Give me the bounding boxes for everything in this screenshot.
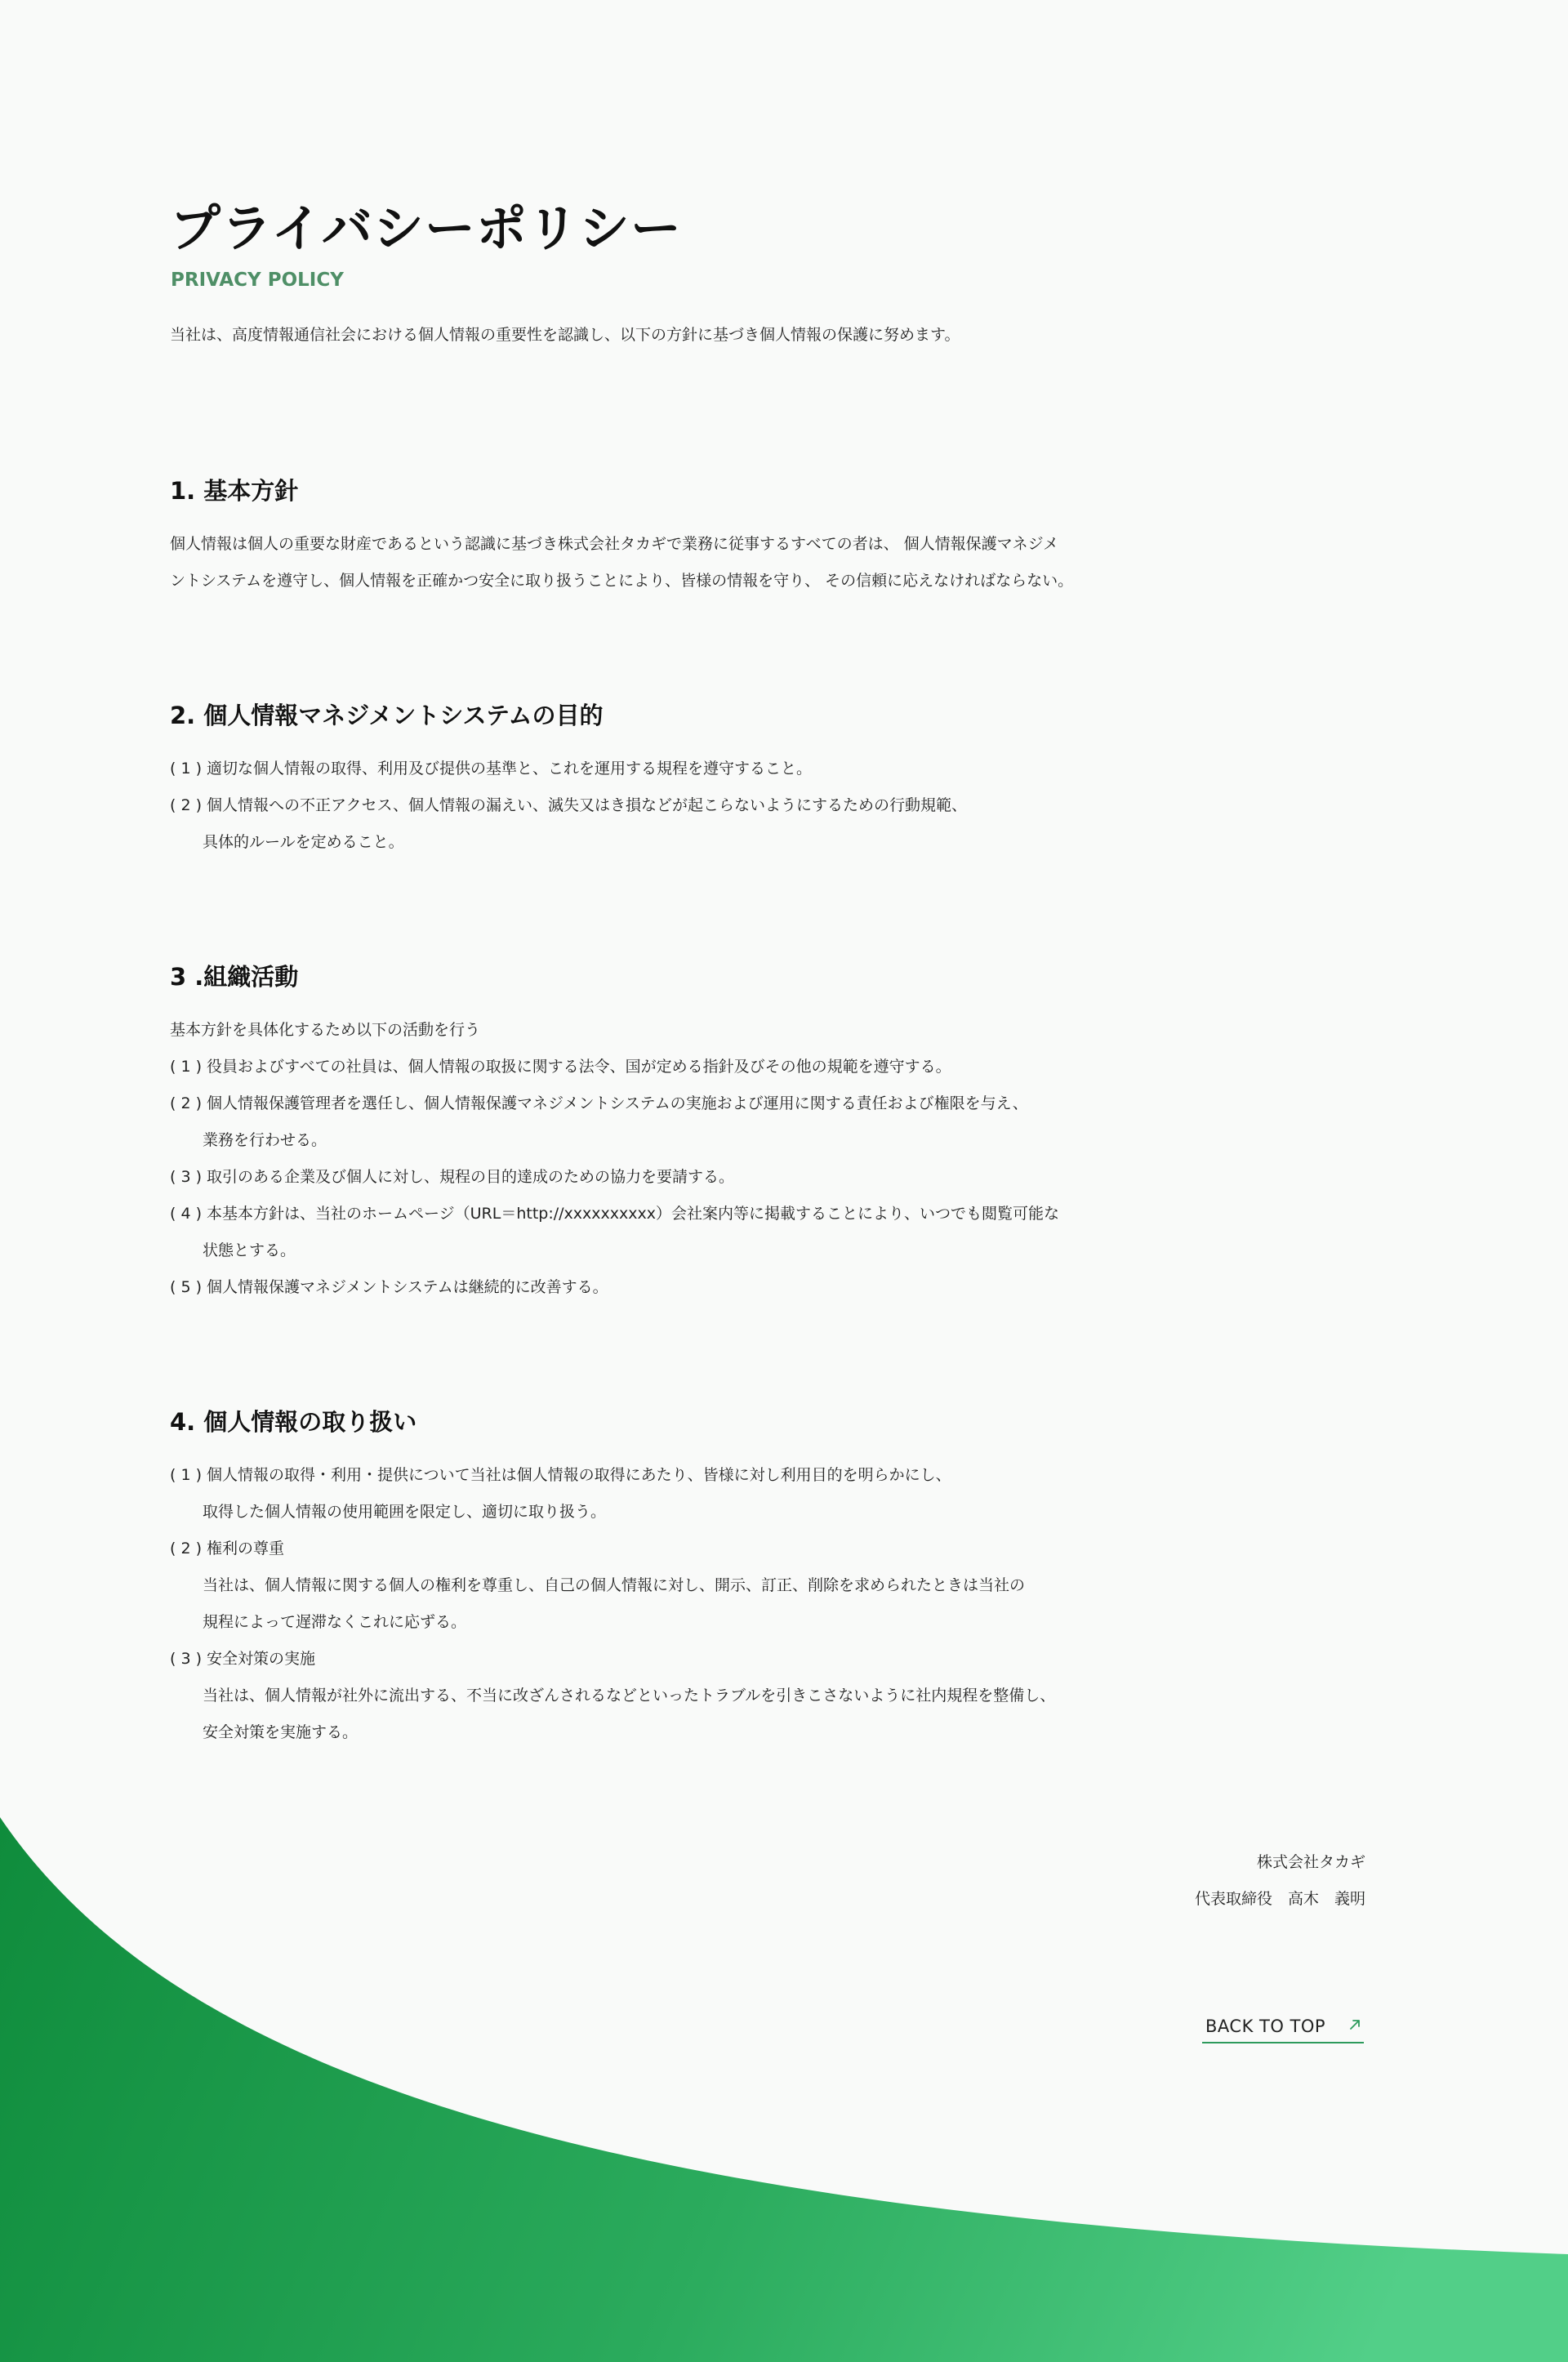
list-item: ( 3 ) 安全対策の実施 [170,1650,316,1668]
section-body [170,1012,1379,1306]
section-system-purpose [170,698,1379,861]
list-item: ( 4 ) 本基本方針は、当社のホームページ（URL＝http://xxxxxxxxxx）会社案内等に掲載することにより、いつでも閲覧可能な [170,1205,1059,1223]
paragraph-line: 個人情報は個人の重要な財産であるという認識に基づき株式会社タカギで業務に従事するすべての者は、 個人情報保護マネジメ [170,535,1059,553]
arrow-up-right-icon [1348,2017,1362,2032]
section-heading: 2. 個人情報マネジメントシステムの目的 [170,702,604,729]
list-item-continuation: 規程によって遅滞なくこれに応ずる。 [203,1613,467,1631]
list-item: ( 2 ) 権利の尊重 [170,1540,285,1558]
section-handling-of-personal-info [170,1405,1379,1751]
back-to-top-label: BACK TO TOP [1205,2017,1326,2036]
section-body [170,1457,1379,1751]
section-heading: 1. 基本方針 [170,477,299,505]
list-item: ( 1 ) 個人情報の取得・利用・提供について当社は個人情報の取得にあたり、皆様に対し利用目的を明らかにし、 [170,1466,951,1484]
list-item: ( 5 ) 個人情報保護マネジメントシステムは継続的に改善する。 [170,1278,608,1296]
list-item-continuation: 取得した個人情報の使用範囲を限定し、適切に取り扱う。 [203,1503,607,1521]
section-body [170,751,1379,861]
list-item: ( 1 ) 役員およびすべての社員は、個人情報の取扱に関する法令、国が定める指針及びその他の規範を遵守する。 [170,1058,951,1076]
signature-company: 株式会社タカギ [1256,1853,1365,1871]
list-item-continuation: 当社は、個人情報に関する個人の権利を尊重し、自己の個人情報に対し、開示、訂正、削除を求められたときは当社の [203,1576,1026,1594]
list-item-continuation: 状態とする。 [203,1241,296,1259]
list-item: ( 1 ) 適切な個人情報の取得、利用及び提供の基準と、これを運用する規程を遵守すること。 [170,760,813,778]
list-item: ( 2 ) 個人情報保護管理者を選任し、個人情報保護マネジメントシステムの実施および運用に関する責任および権限を与え、 [170,1094,1028,1112]
section-body [170,526,1379,599]
section-basic-policy [170,474,1379,599]
intro-text: 当社は、高度情報通信社会における個人情報の重要性を認識し、以下の方針に基づき個人情報の保護に努めます。 [170,326,960,344]
section-organization-activities [170,960,1379,1306]
list-item: ( 3 ) 取引のある企業及び個人に対し、規程の目的達成のための協力を要請する。 [170,1168,735,1186]
back-to-top-link[interactable] [1202,2011,1364,2043]
page-title: プライバシーポリシー [170,198,682,258]
list-item-continuation: 業務を行わせる。 [203,1131,327,1149]
list-item-continuation: 当社は、個人情報が社外に流出する、不当に改ざんされるなどといったトラブルを引きこさないように社内規程を整備し、 [203,1687,1056,1705]
section-heading: 4. 個人情報の取り扱い [170,1408,417,1436]
paragraph-line: ントシステムを遵守し、個人情報を正確かつ安全に取り扱うことにより、皆様の情報を守り、 その信頼に応えなければならない。 [170,572,1074,590]
page-subtitle: PRIVACY POLICY [171,270,344,291]
signature-representative: 代表取締役 高木 義明 [1194,1890,1365,1908]
section-heading: 3 .組織活動 [170,963,299,991]
list-item-continuation: 安全対策を実施する。 [203,1723,359,1741]
section-lead: 基本方針を具体化するため以下の活動を行う [170,1021,481,1039]
list-item: ( 2 ) 個人情報への不正アクセス、個人情報の漏えい、滅失又はき損などが起こらないようにするための行動規範、 [170,796,968,814]
list-item-continuation: 具体的ルールを定めること。 [203,833,404,851]
